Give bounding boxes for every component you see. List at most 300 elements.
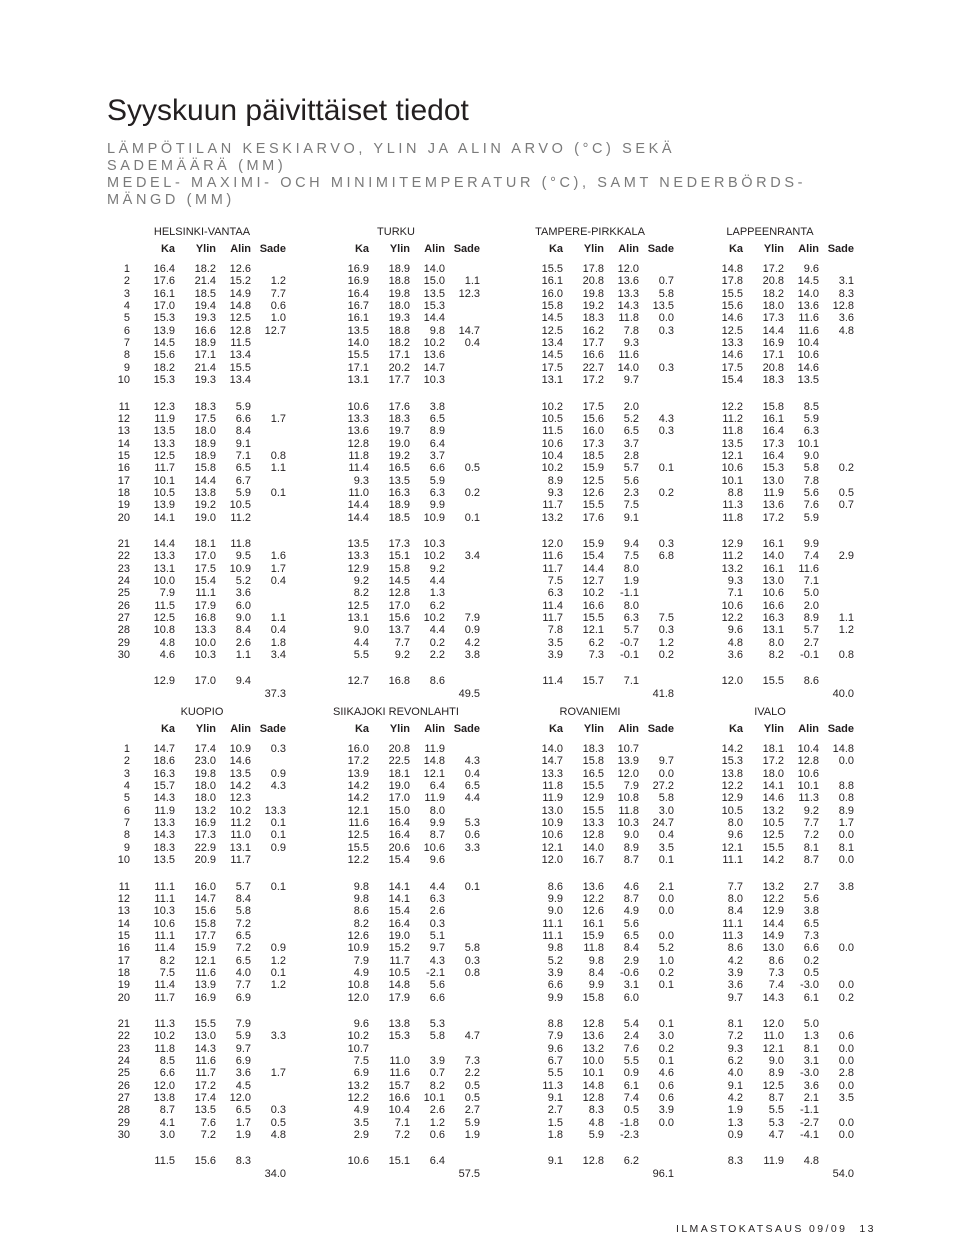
day-number: 20 <box>117 511 130 524</box>
table-cell: 17.4 <box>194 1092 216 1105</box>
table-cell: 13.0 <box>762 474 784 487</box>
table-cell: 11.8 <box>542 780 563 793</box>
table-cell: 9.6 <box>803 263 819 275</box>
table-cell: 12.6 <box>582 486 604 499</box>
table-cell: 20.9 <box>194 854 216 867</box>
table-cell: 8.4 <box>588 966 604 979</box>
table-cell: 17.3 <box>762 437 784 450</box>
station-name: SIIKAJOKI REVONLAHTI <box>333 706 459 718</box>
table-cell: 10.4 <box>797 743 819 755</box>
table-cell: 9.0 <box>768 1055 784 1068</box>
table-cell: 11.1 <box>722 917 743 930</box>
table-cell: 0.2 <box>838 991 854 1004</box>
column-header: Ka <box>354 243 369 255</box>
table-cell: 12.8 <box>832 300 854 313</box>
table-cell: 6.4 <box>429 437 445 450</box>
table-cell: 18.9 <box>194 437 216 450</box>
table-cell: 8.9 <box>429 425 445 438</box>
table-cell: 19.8 <box>388 287 410 300</box>
column-header: Ka <box>728 243 743 255</box>
table-cell: 0.7 <box>658 275 674 288</box>
table-cell: 2.7 <box>547 1104 563 1117</box>
column-header: Alin <box>230 243 251 255</box>
table-cell: 9.0 <box>547 905 563 918</box>
table-cell: 12.0 <box>617 263 639 275</box>
table-cell: 20.8 <box>388 743 410 755</box>
table-cell: 7.2 <box>200 1129 216 1142</box>
table-cell: 11.5 <box>154 599 175 612</box>
table-cell: 12.5 <box>347 599 369 612</box>
day-number: 3 <box>123 767 130 780</box>
table-cell: 17.5 <box>541 361 563 374</box>
table-cell: 1.5 <box>547 1116 563 1129</box>
table-cell: 7.5 <box>159 966 175 979</box>
table-cell: 14.4 <box>582 562 604 575</box>
table-cell: 0.8 <box>464 966 480 979</box>
table-cell: 5.7 <box>623 624 639 637</box>
table-cell: 14.0 <box>423 263 445 275</box>
table-cell: 11.6 <box>389 1067 410 1080</box>
table-cell: 16.0 <box>194 880 216 893</box>
table-cell: 10.5 <box>721 804 743 817</box>
table-cell: 7.3 <box>768 966 784 979</box>
subtitle <box>107 141 807 209</box>
table-cell: 15.3 <box>762 462 784 475</box>
table-cell: 0.1 <box>658 462 674 475</box>
table-cell: 11.8 <box>618 312 639 325</box>
table-cell: 1.1 <box>270 462 286 475</box>
table-cell: 17.2 <box>762 263 784 275</box>
table-cell: 11.6 <box>618 349 639 362</box>
table-cell: 8.0 <box>623 599 639 612</box>
table-cell: 12.2 <box>721 780 743 793</box>
table-cell: 12.8 <box>797 755 819 768</box>
table-cell: 15.8 <box>388 562 410 575</box>
table-cell: 0.0 <box>658 905 674 918</box>
table-cell: 0.3 <box>658 538 674 550</box>
table-cell: 3.9 <box>547 966 563 979</box>
day-number: 7 <box>123 337 130 350</box>
table-cell: 18.5 <box>194 287 216 300</box>
table-cell: 8.6 <box>727 942 743 955</box>
table-cell: 13.0 <box>194 1030 216 1043</box>
table-cell: 13.3 <box>153 437 175 450</box>
table-cell: 19.3 <box>194 374 216 387</box>
table-cell: 14.1 <box>388 892 410 905</box>
table-cell: 1.8 <box>547 1129 563 1142</box>
table-cell: 4.7 <box>768 1129 784 1142</box>
table-cell: 4.4 <box>353 636 369 649</box>
table-cell: 5.8 <box>658 792 674 805</box>
table-cell: 13.0 <box>541 804 563 817</box>
table-cell: 8.9 <box>838 804 854 817</box>
table-cell: 16.2 <box>582 324 604 337</box>
column-header: Ka <box>160 723 175 735</box>
table-cell: 12.7 <box>582 575 604 588</box>
day-number: 27 <box>117 612 130 625</box>
table-cell: 7.4 <box>623 1092 639 1105</box>
table-cell: 17.6 <box>153 275 175 288</box>
table-cell: 1.0 <box>658 954 674 967</box>
table-cell: 3.1 <box>623 979 639 992</box>
table-cell: 17.1 <box>762 349 784 362</box>
table-cell: 15.4 <box>388 854 410 867</box>
table-cell: 13.2 <box>762 880 784 893</box>
monthly-precipitation-total: 37.3 <box>264 688 286 701</box>
table-cell: 11.8 <box>722 511 743 524</box>
table-cell: 13.6 <box>423 349 445 362</box>
table-cell: 7.3 <box>588 649 604 662</box>
column-header: Sade <box>827 243 854 255</box>
table-cell: 3.1 <box>838 275 854 288</box>
table-cell: 12.1 <box>541 841 563 854</box>
table-cell: 0.9 <box>270 942 286 955</box>
table-cell: 16.3 <box>762 612 784 625</box>
table-cell: 17.7 <box>194 929 216 942</box>
table-cell: 3.5 <box>353 1116 369 1129</box>
table-cell: 18.2 <box>762 287 784 300</box>
table-cell: 12.2 <box>582 892 604 905</box>
table-cell: 15.0 <box>388 804 410 817</box>
table-cell: 11.4 <box>348 462 369 475</box>
table-cell: 13.5 <box>652 300 674 313</box>
table-cell: 18.2 <box>194 263 216 275</box>
table-cell: 12.3 <box>458 287 480 300</box>
table-cell: 11.7 <box>154 462 175 475</box>
table-cell: -4.1 <box>800 1129 819 1142</box>
table-cell: 12.6 <box>229 263 251 275</box>
table-cell: 9.8 <box>353 892 369 905</box>
table-cell: 15.5 <box>762 841 784 854</box>
table-cell: 15.8 <box>582 991 604 1004</box>
table-cell: 14.5 <box>541 349 563 362</box>
table-cell: 12.2 <box>721 612 743 625</box>
table-cell: 6.3 <box>429 892 445 905</box>
table-cell: 6.5 <box>803 917 819 930</box>
table-cell: 0.0 <box>658 767 674 780</box>
table-cell: 2.2 <box>464 1067 480 1080</box>
table-cell: 8.0 <box>727 817 743 830</box>
table-cell: 11.9 <box>154 804 175 817</box>
column-header: Ka <box>548 723 563 735</box>
table-cell: 13.6 <box>582 1030 604 1043</box>
table-cell: 4.0 <box>235 966 251 979</box>
table-cell: 0.9 <box>464 624 480 637</box>
table-cell: 1.1 <box>838 612 854 625</box>
table-cell: 3.6 <box>803 1079 819 1092</box>
table-cell: 13.3 <box>541 767 563 780</box>
table-cell: 13.3 <box>617 287 639 300</box>
table-cell: 6.2 <box>429 599 445 612</box>
table-cell: 11.4 <box>154 942 175 955</box>
day-number: 21 <box>117 1018 130 1030</box>
table-cell: 14.3 <box>762 991 784 1004</box>
table-cell: -2.3 <box>620 1129 639 1142</box>
table-cell: 1.7 <box>270 562 286 575</box>
table-cell: 11.1 <box>542 917 563 930</box>
table-cell: 16.9 <box>347 263 369 275</box>
table-cell: 15.0 <box>423 275 445 288</box>
day-number: 2 <box>123 275 130 288</box>
table-cell: 4.6 <box>159 649 175 662</box>
table-cell: 12.5 <box>762 829 784 842</box>
table-cell: 12.1 <box>721 449 743 462</box>
subtitle-line: MEDEL- MAXIMI- OCH MINIMITEMPERATUR (°C), SAMT NEDERBÖRDS- <box>107 175 807 191</box>
table-cell: 10.5 <box>762 817 784 830</box>
table-cell: 15.3 <box>388 1030 410 1043</box>
table-cell: 0.0 <box>838 1042 854 1055</box>
table-cell: 5.8 <box>803 462 819 475</box>
table-cell: 13.3 <box>347 550 369 563</box>
table-cell: 0.8 <box>838 792 854 805</box>
day-number: 28 <box>117 1104 130 1117</box>
table-cell: 5.9 <box>464 1116 480 1129</box>
table-cell: 0.1 <box>270 880 286 893</box>
column-header: Ka <box>728 723 743 735</box>
day-number: 22 <box>117 550 130 563</box>
table-cell: 16.7 <box>347 300 369 313</box>
table-cell: 14.0 <box>541 743 563 755</box>
table-cell: 17.5 <box>582 400 604 413</box>
table-cell: 0.4 <box>464 767 480 780</box>
table-cell: 7.8 <box>803 474 819 487</box>
table-cell: 19.2 <box>388 449 410 462</box>
table-cell: 14.6 <box>229 755 251 768</box>
table-cell: 10.2 <box>423 612 445 625</box>
table-cell: 15.8 <box>194 462 216 475</box>
table-cell: 13.2 <box>194 804 216 817</box>
column-header: Ylin <box>389 723 410 735</box>
table-cell: 11.2 <box>230 511 251 524</box>
table-cell: 6.6 <box>429 462 445 475</box>
table-cell: 11.1 <box>542 929 563 942</box>
day-number: 4 <box>123 780 130 793</box>
day-number: 29 <box>117 636 130 649</box>
day-number: 29 <box>117 1116 130 1129</box>
table-cell: 13.6 <box>617 275 639 288</box>
table-cell: 8.9 <box>768 1067 784 1080</box>
table-cell: 1.2 <box>270 979 286 992</box>
table-cell: 15.2 <box>229 275 251 288</box>
table-cell: 7.3 <box>464 1055 480 1068</box>
table-cell: 6.7 <box>235 474 251 487</box>
table-cell: 9.1 <box>727 1079 743 1092</box>
table-cell: 9.8 <box>429 324 445 337</box>
table-cell: 7.7 <box>803 817 819 830</box>
table-cell: 14.4 <box>153 538 175 550</box>
table-cell: 5.2 <box>623 412 639 425</box>
table-cell: 5.5 <box>353 649 369 662</box>
table-cell: 7.8 <box>623 324 639 337</box>
table-cell: 5.7 <box>803 624 819 637</box>
table-cell: 6.5 <box>235 462 251 475</box>
table-cell: 5.2 <box>658 942 674 955</box>
table-cell: 4.4 <box>429 624 445 637</box>
table-cell: 5.1 <box>429 929 445 942</box>
table-cell: 10.5 <box>229 499 251 512</box>
table-cell: 9.3 <box>623 337 639 350</box>
table-cell: 13.5 <box>347 538 369 550</box>
table-cell: 13.5 <box>388 474 410 487</box>
table-cell: 12.1 <box>194 954 216 967</box>
table-cell: 17.1 <box>347 361 369 374</box>
table-cell: 16.3 <box>153 767 175 780</box>
table-cell: 5.3 <box>768 1116 784 1129</box>
table-cell: 4.8 <box>727 636 743 649</box>
table-cell: 5.0 <box>803 1018 819 1030</box>
station-name: LAPPEENRANTA <box>726 226 814 238</box>
table-cell: 0.4 <box>464 337 480 350</box>
table-cell: 18.0 <box>194 792 216 805</box>
table-cell: 0.0 <box>838 854 854 867</box>
table-cell: 4.0 <box>727 1067 743 1080</box>
table-cell: 6.8 <box>658 550 674 563</box>
table-cell: 17.6 <box>582 511 604 524</box>
column-header: Ylin <box>583 723 604 735</box>
table-cell: 11.3 <box>154 1018 175 1030</box>
table-cell: 24.7 <box>652 817 674 830</box>
table-cell: 14.8 <box>229 300 251 313</box>
monthly-summary-cell: 12.8 <box>582 1155 604 1168</box>
monthly-summary-cell: 4.8 <box>803 1155 819 1168</box>
table-cell: 8.6 <box>768 954 784 967</box>
table-cell: 14.1 <box>153 511 175 524</box>
table-cell: 12.2 <box>762 892 784 905</box>
table-cell: 9.8 <box>588 954 604 967</box>
table-cell: 0.5 <box>803 966 819 979</box>
table-cell: 12.5 <box>229 312 251 325</box>
monthly-summary-cell: 8.6 <box>429 675 445 688</box>
table-cell: 7.5 <box>623 550 639 563</box>
table-cell: 11.8 <box>154 1042 175 1055</box>
station-name: KUOPIO <box>180 706 224 718</box>
table-cell: 13.5 <box>229 767 251 780</box>
table-cell: 11.2 <box>230 817 251 830</box>
table-cell: 7.2 <box>727 1030 743 1043</box>
table-cell: 8.8 <box>727 486 743 499</box>
table-cell: 10.0 <box>582 1055 604 1068</box>
table-cell: 11.6 <box>798 324 819 337</box>
table-cell: 4.7 <box>464 1030 480 1043</box>
table-cell: 0.3 <box>658 624 674 637</box>
table-cell: 0.8 <box>270 449 286 462</box>
table-cell: 18.3 <box>194 400 216 413</box>
table-cell: 11.6 <box>542 550 563 563</box>
table-cell: 10.1 <box>582 1067 604 1080</box>
table-cell: 16.5 <box>582 767 604 780</box>
column-header: Ylin <box>195 243 216 255</box>
table-cell: 5.9 <box>235 1030 251 1043</box>
table-cell: 11.7 <box>542 612 563 625</box>
table-cell: 5.6 <box>803 892 819 905</box>
table-cell: 15.3 <box>153 312 175 325</box>
table-cell: 1.3 <box>803 1030 819 1043</box>
table-cell: 10.6 <box>797 349 819 362</box>
table-cell: 18.0 <box>194 425 216 438</box>
table-cell: 6.0 <box>235 599 251 612</box>
table-cell: 14.7 <box>194 892 216 905</box>
table-cell: 8.1 <box>803 1042 819 1055</box>
table-cell: 7.9 <box>547 1030 563 1043</box>
table-cell: 9.3 <box>353 474 369 487</box>
table-cell: -0.1 <box>800 649 819 662</box>
monthly-precipitation-total: 54.0 <box>832 1168 854 1181</box>
table-cell: 9.2 <box>429 562 445 575</box>
table-cell: 9.3 <box>547 486 563 499</box>
table-cell: 16.9 <box>194 991 216 1004</box>
table-cell: 5.6 <box>803 486 819 499</box>
column-header: Sade <box>647 243 674 255</box>
table-cell: 9.3 <box>727 575 743 588</box>
table-cell: 13.7 <box>388 624 410 637</box>
table-cell: 6.4 <box>429 780 445 793</box>
table-cell: 10.9 <box>423 511 445 524</box>
table-cell: 2.4 <box>623 1030 639 1043</box>
table-cell: 5.2 <box>235 575 251 588</box>
table-cell: 7.2 <box>803 829 819 842</box>
table-cell: 4.4 <box>429 880 445 893</box>
table-cell: 19.2 <box>582 300 604 313</box>
day-number: 10 <box>117 374 130 387</box>
table-cell: 11.6 <box>798 312 819 325</box>
table-cell: 15.5 <box>582 804 604 817</box>
table-cell: 14.9 <box>229 287 251 300</box>
table-cell: 1.2 <box>838 624 854 637</box>
table-cell: 17.4 <box>194 743 216 755</box>
table-cell: 11.9 <box>763 486 784 499</box>
table-cell: 9.6 <box>547 1042 563 1055</box>
table-cell: 11.3 <box>722 499 743 512</box>
table-cell: 17.0 <box>388 792 410 805</box>
table-cell: 17.2 <box>762 511 784 524</box>
table-cell: 14.2 <box>721 743 743 755</box>
table-cell: 10.6 <box>541 437 563 450</box>
day-number: 13 <box>117 425 130 438</box>
table-cell: 12.0 <box>229 1092 251 1105</box>
table-cell: 0.2 <box>838 462 854 475</box>
table-cell: 10.6 <box>797 767 819 780</box>
table-cell: 9.8 <box>547 942 563 955</box>
table-cell: 5.7 <box>623 462 639 475</box>
table-cell: 10.9 <box>229 562 251 575</box>
table-cell: 12.1 <box>423 767 445 780</box>
day-number: 11 <box>118 400 130 413</box>
table-cell: 6.2 <box>727 1055 743 1068</box>
table-cell: 9.7 <box>727 991 743 1004</box>
table-cell: 19.8 <box>582 287 604 300</box>
table-cell: 15.4 <box>388 905 410 918</box>
table-cell: 4.8 <box>588 1116 604 1129</box>
table-cell: 12.9 <box>347 562 369 575</box>
table-cell: 8.3 <box>838 287 854 300</box>
table-cell: 14.0 <box>617 361 639 374</box>
table-cell: 0.1 <box>658 854 674 867</box>
table-cell: 8.7 <box>623 892 639 905</box>
table-cell: 8.8 <box>547 1018 563 1030</box>
table-cell: 6.6 <box>547 979 563 992</box>
table-cell: 12.0 <box>762 1018 784 1030</box>
table-cell: 4.9 <box>623 905 639 918</box>
table-cell: 0.1 <box>270 486 286 499</box>
table-cell: 16.6 <box>582 599 604 612</box>
table-cell: 2.1 <box>658 880 674 893</box>
table-cell: 11.5 <box>230 337 251 350</box>
table-cell: 8.0 <box>727 892 743 905</box>
table-cell: 8.7 <box>429 829 445 842</box>
table-cell: 3.6 <box>727 649 743 662</box>
table-cell: 3.6 <box>838 312 854 325</box>
table-cell: 14.6 <box>721 312 743 325</box>
